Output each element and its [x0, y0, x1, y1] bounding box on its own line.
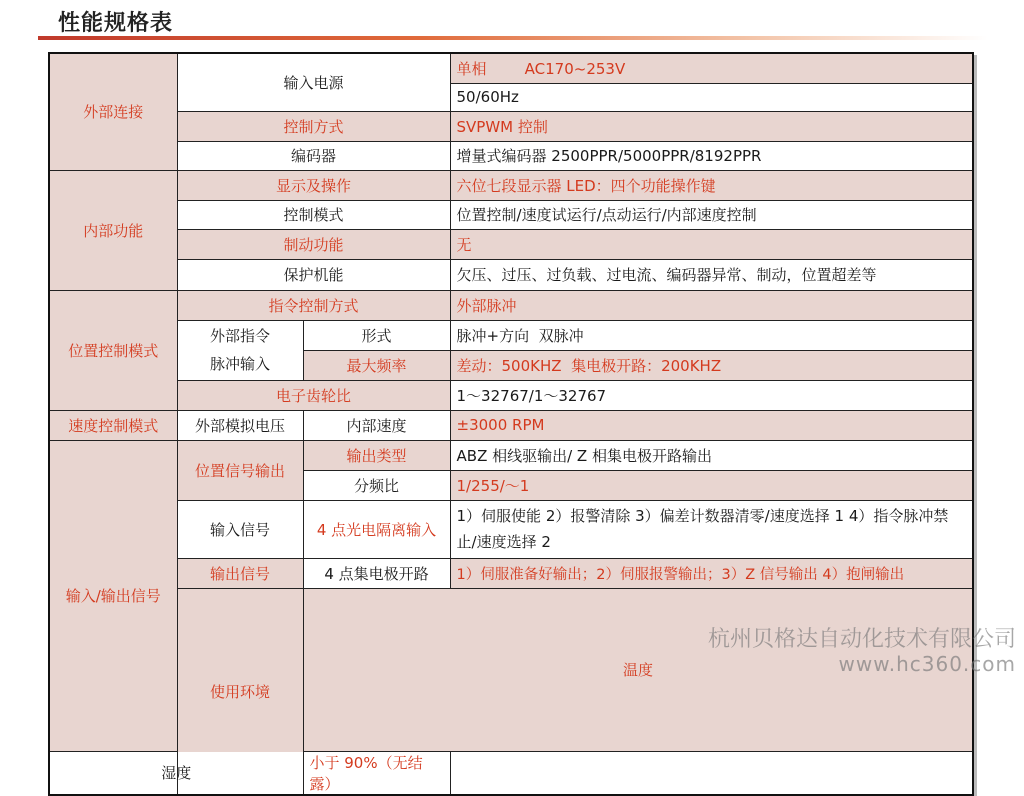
table-row	[49, 558, 973, 588]
form-value: 脉冲+方向 双脉冲	[450, 320, 973, 350]
table-row	[49, 500, 973, 558]
brake-label: 制动功能	[177, 229, 450, 259]
in-signal-label: 输入信号	[177, 500, 303, 558]
ext-pulse-label: 外部指令 脉冲输入	[177, 320, 303, 380]
table-row	[49, 410, 973, 440]
category-speed: 速度控制模式	[49, 410, 177, 440]
form-label: 形式	[303, 320, 450, 350]
watermark-url: www.hc360.com	[838, 652, 1016, 676]
brake-value: 无	[450, 229, 973, 259]
category-internal: 内部功能	[49, 170, 177, 290]
internal-speed-value: ±3000 RPM	[450, 410, 973, 440]
table-row	[49, 259, 973, 290]
humidity-value: 小于 90%（无结露）	[303, 751, 450, 795]
table-row	[49, 53, 973, 83]
humidity-label: 湿度	[49, 751, 303, 795]
max-freq-value: 差动：500KHZ 集电极开路：200KHZ	[450, 350, 973, 380]
temp-label: 温度	[303, 588, 973, 751]
out-oc-value: 1）伺服准备好输出；2）伺服报警输出；3）Z 信号输出 4）抱闸输出	[450, 558, 973, 588]
out-type-value: ABZ 相线驱输出/ Z 相集电极开路输出	[450, 440, 973, 470]
internal-speed-label: 内部速度	[303, 410, 450, 440]
max-freq-label: 最大频率	[303, 350, 450, 380]
encoder-value: 增量式编码器 2500PPR/5000PPR/8192PPR	[450, 141, 973, 170]
analog-voltage-label: 外部模拟电压	[177, 410, 303, 440]
watermark	[708, 628, 1016, 676]
control-method-value: SVPWM 控制	[450, 111, 973, 141]
divide-label: 分频比	[303, 470, 450, 500]
gear-value: 1～32767/1～32767	[450, 380, 973, 410]
control-method-label: 控制方式	[177, 111, 450, 141]
category-external: 外部连接	[49, 53, 177, 170]
power-value-phase: 单相 AC170~253V	[450, 53, 973, 83]
title-underline	[38, 36, 988, 40]
power-value-frequency: 50/60Hz	[450, 83, 973, 111]
display-label: 显示及操作	[177, 170, 450, 200]
out-oc-label: 4 点集电极开路	[303, 558, 450, 588]
pos-out-label: 位置信号输出	[177, 440, 303, 500]
table-row	[49, 111, 973, 141]
category-position: 位置控制模式	[49, 290, 177, 410]
encoder-label: 编码器	[177, 141, 450, 170]
out-type-label: 输出类型	[303, 440, 450, 470]
in-iso-value: 1）伺服使能 2）报警清除 3）偏差计数器清零/速度选择 1 4）指令脉冲禁止/速度选择 2	[450, 500, 973, 558]
in-iso-label: 4 点光电隔离输入	[303, 500, 450, 558]
table-row	[49, 170, 973, 200]
display-value: 六位七段显示器 LED：四个功能操作键	[450, 170, 973, 200]
table-row	[49, 751, 973, 795]
table-row	[49, 290, 973, 320]
spec-table	[48, 52, 974, 796]
divide-value: 1/255/～1	[450, 470, 973, 500]
table-row	[49, 320, 973, 350]
power-label: 输入电源	[177, 53, 450, 111]
table-row	[49, 440, 973, 470]
out-signal-label: 输出信号	[177, 558, 303, 588]
category-env: 使用环境	[177, 588, 303, 795]
cmd-method-value: 外部脉冲	[450, 290, 973, 320]
table-row	[49, 229, 973, 259]
table-row	[49, 200, 973, 229]
control-mode-value: 位置控制/速度试运行/点动运行/内部速度控制	[450, 200, 973, 229]
page-title: 性能规格表	[58, 11, 174, 36]
cmd-method-label: 指令控制方式	[177, 290, 450, 320]
gear-label: 电子齿轮比	[177, 380, 450, 410]
protect-label: 保护机能	[177, 259, 450, 290]
control-mode-label: 控制模式	[177, 200, 450, 229]
category-io: 输入/输出信号	[49, 440, 177, 751]
watermark-company: 杭州贝格达自动化技术有限公司	[707, 627, 1016, 652]
table-row	[49, 141, 973, 170]
protect-value: 欠压、过压、过负载、过电流、编码器异常、制动，位置超差等	[450, 259, 973, 290]
table-row	[49, 380, 973, 410]
